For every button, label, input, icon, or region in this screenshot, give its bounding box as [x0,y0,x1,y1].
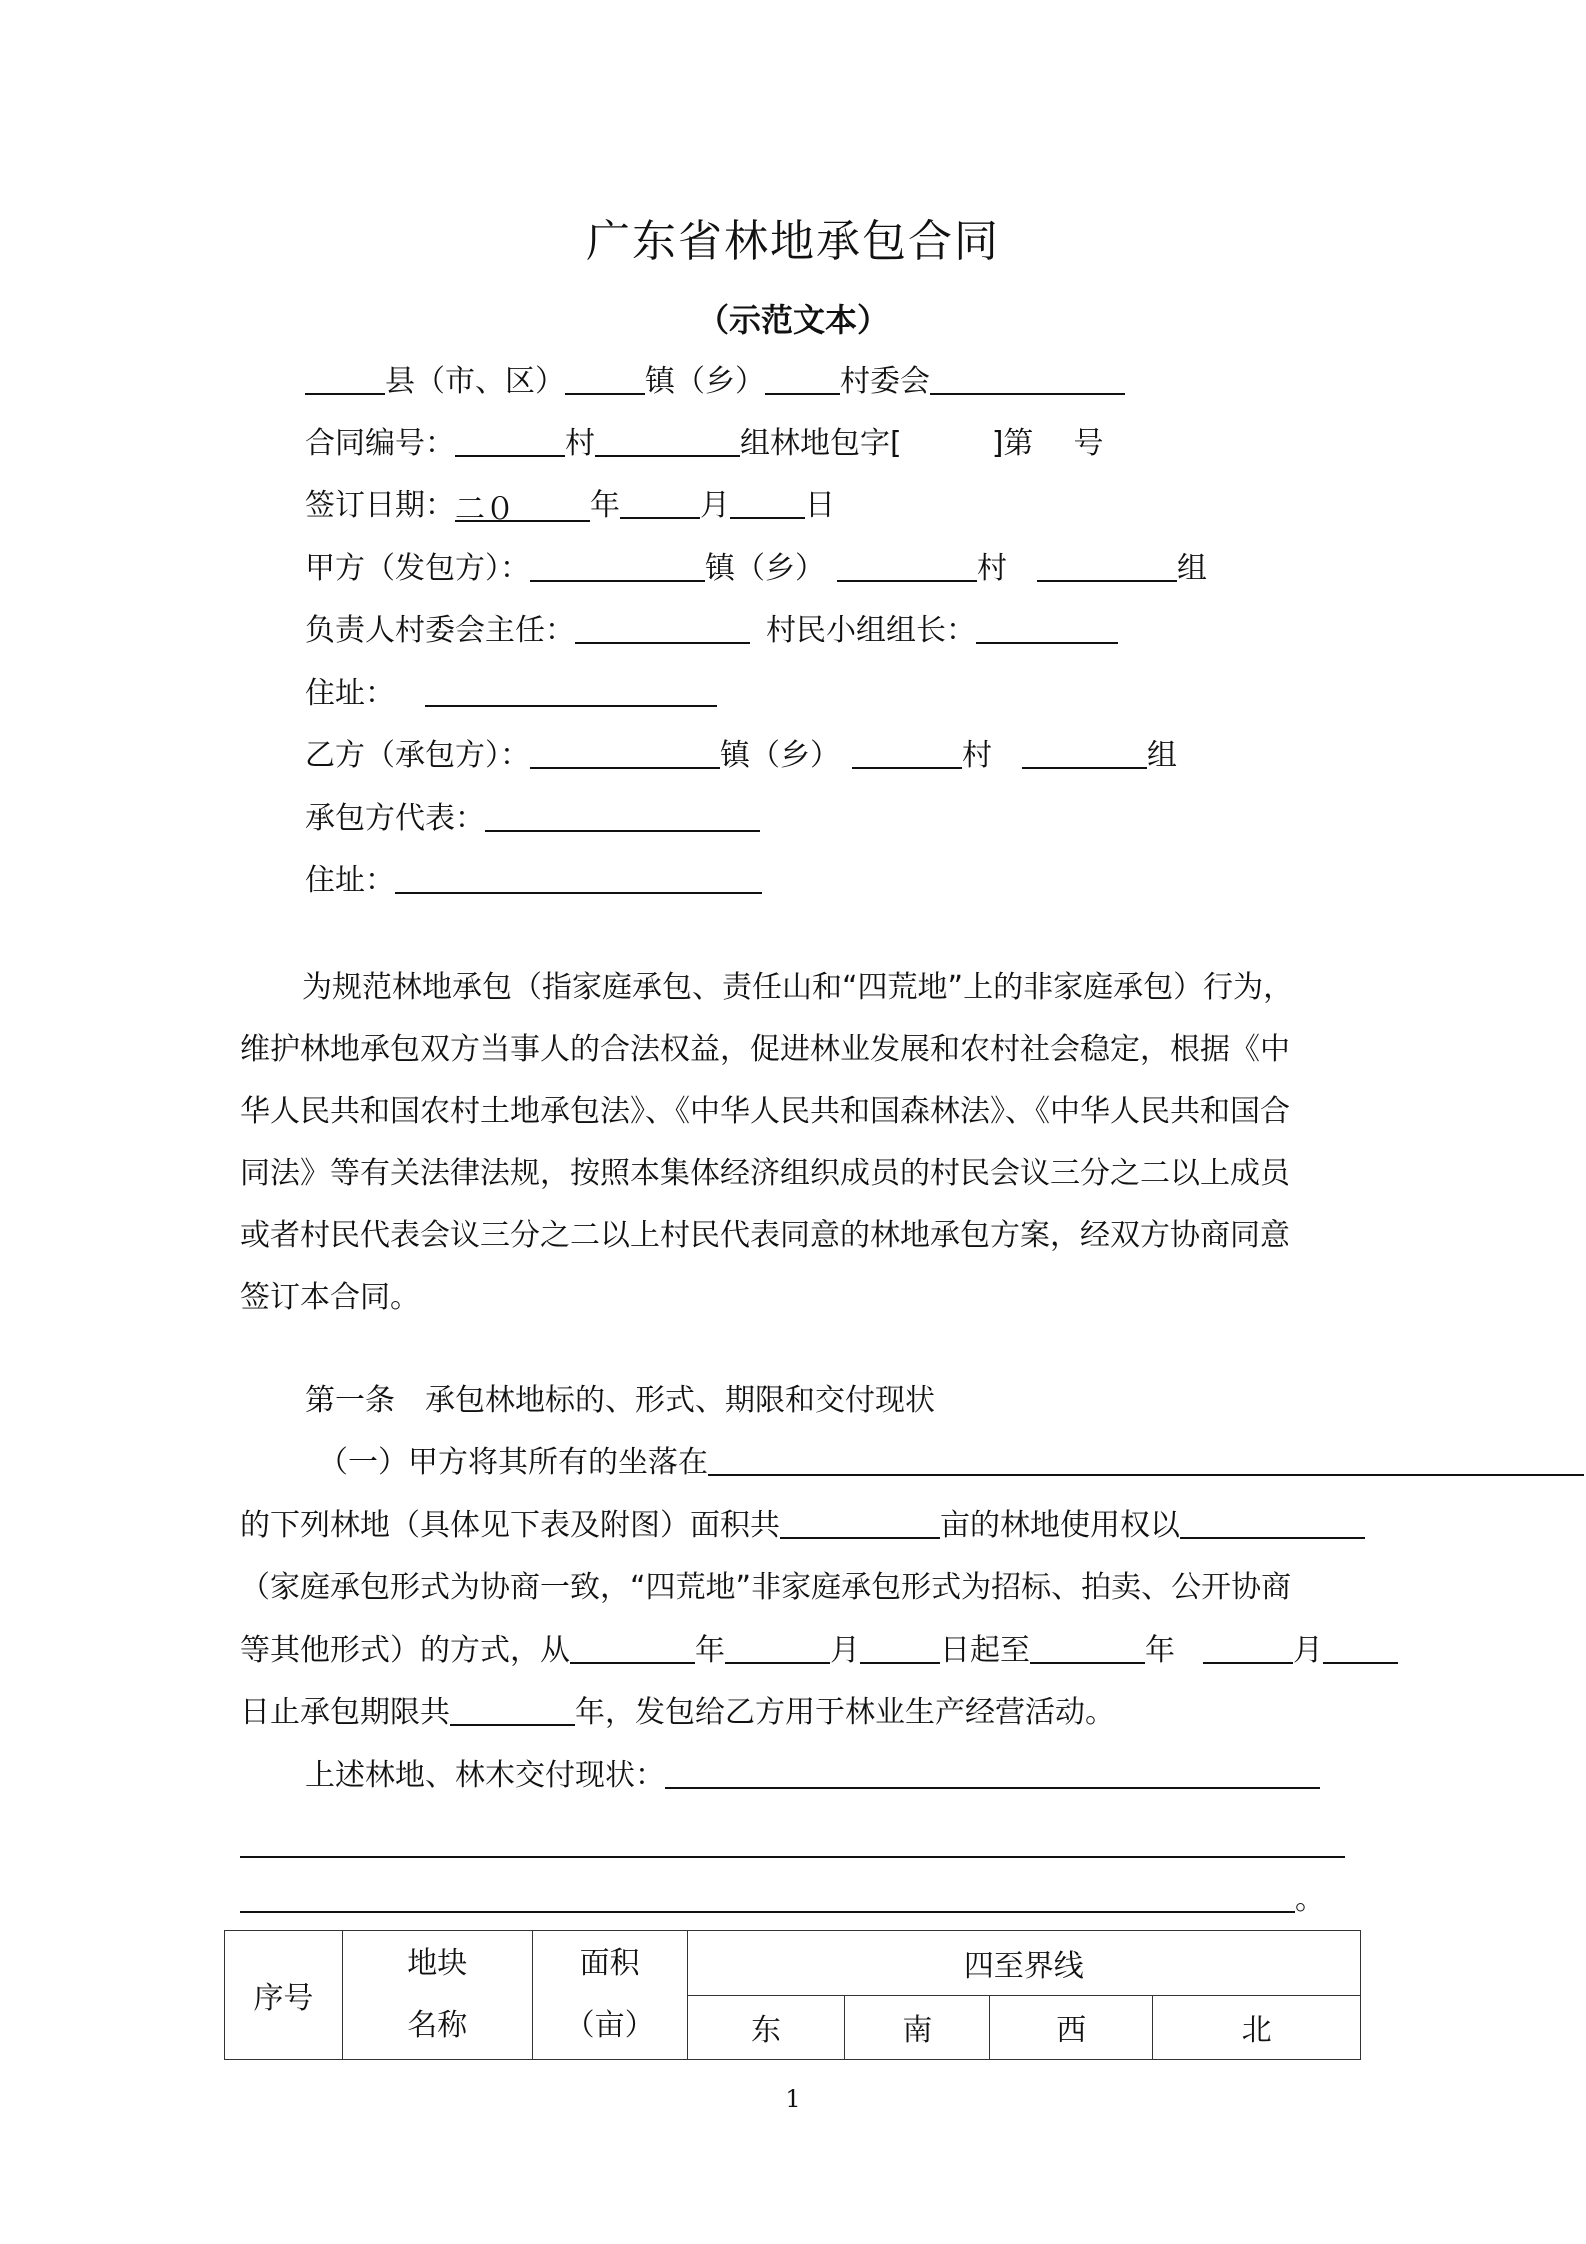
sign-date-day-blank[interactable] [730,487,805,519]
address-a-blank[interactable] [425,675,717,707]
party-b-village-label: 村 [962,738,992,773]
sign-date-year-label: 年 [590,488,620,523]
preamble-line: 维护林地承包双方当事人的合法权益，促进林业发展和农村社会稳定，根据《中 [240,1032,1290,1067]
item1-purpose-label: 年，发包给乙方用于林业生产经营活动。 [575,1695,1115,1730]
header-row-sign-date [305,486,835,526]
village-committee-blank[interactable] [765,363,840,395]
delivery-status-line-3 [240,1880,1325,1920]
table-header-boundaries: 四至界线 [687,1931,1360,1996]
party-b-group-label: 组 [1147,738,1177,773]
party-b-group-blank[interactable] [1022,737,1147,769]
item1-area-label: 的下列林地（具体见下表及附图）面积共 [240,1508,780,1543]
sign-date-day-label: 日 [805,488,835,523]
party-b-label: 乙方（承包方）： [305,738,530,773]
committee-name-blank[interactable] [930,363,1125,395]
article-1-item-1-line-d [240,1631,1398,1671]
delivery-status-line [305,1756,1320,1796]
delivery-status-label: 上述林地、林木交付现状： [305,1758,665,1793]
from-year-blank[interactable] [570,1632,695,1664]
item1-location-label: （一）甲方将其所有的坐落在 [318,1445,708,1480]
from-month-label: 月 [830,1633,860,1668]
table-header-south: 南 [845,1995,990,2060]
delivery-status-blank-line-3[interactable] [240,1881,1295,1913]
party-a-village-blank[interactable] [837,550,977,582]
table-header-plot [342,1931,532,2060]
group-leader-label: 村民小组组长： [766,613,976,648]
table-header-plot-line-2: 名称 [407,2008,468,2043]
article-1-item-1-line-c: （家庭承包形式为协商一致，“四荒地”非家庭承包形式为招标、拍卖、公开协商 [240,1570,1292,1605]
article-1-item-1-line-b [240,1506,1365,1546]
table-header-north: 北 [1153,1995,1361,2060]
party-b-town-blank[interactable] [530,737,720,769]
page-title: 广东省林地承包合同 [586,216,1000,267]
item1-term-label: 日止承包期限共 [240,1695,450,1730]
table-header-plot-line-1: 地块 [407,1946,468,1981]
land-plot-table [224,1930,1361,2060]
contract-no-village-label: 村 [565,426,595,461]
county-label: 县（市、区） [385,364,565,399]
preamble-line: 华人民共和国农村土地承包法》、《中华人民共和国森林法》、《中华人民共和国合 [240,1094,1290,1129]
from-day-label: 日起至 [940,1633,1030,1668]
term-years-blank[interactable] [450,1694,575,1726]
area-blank[interactable] [780,1507,940,1539]
article-1-heading: 第一条 承包林地标的、形式、期限和交付现状 [305,1383,935,1418]
party-b-village-blank[interactable] [852,737,962,769]
header-row-contract-no [305,424,1103,464]
header-row-party-b [305,736,1177,776]
from-day-blank[interactable] [860,1632,940,1664]
leader-label: 负责人村委会主任： [305,613,575,648]
party-b-town-label: 镇（乡） [720,738,840,773]
party-a-village-label: 村 [977,551,1007,586]
town-label: 镇（乡） [645,364,765,399]
group-leader-blank[interactable] [976,612,1118,644]
party-a-label: 甲方（发包方）： [305,551,530,586]
village-committee-label: 村委会 [840,364,930,399]
address-b-blank[interactable] [395,862,762,894]
contract-no-suffix: 号 [1073,426,1104,461]
to-year-label: 年 [1145,1633,1175,1668]
table-header-area-line-1: 面积 [579,1946,640,1981]
item1-method-label: 亩的林地使用权以 [940,1508,1180,1543]
to-month-blank[interactable] [1203,1632,1293,1664]
header-row-party-a [305,549,1207,589]
party-a-group-blank[interactable] [1037,550,1177,582]
party-a-group-label: 组 [1177,551,1207,586]
sign-date-prefix: 二０ [455,492,515,527]
method-blank[interactable] [1180,1507,1365,1539]
contract-no-group-blank[interactable] [595,425,740,457]
from-month-blank[interactable] [725,1632,830,1664]
preamble-line: 为规范林地承包（指家庭承包、责任山和“四荒地”上的非家庭承包）行为， [302,970,1294,1005]
party-a-town-blank[interactable] [530,550,705,582]
header-row-address-a [305,674,717,714]
table-header-area-line-2: （亩） [564,2008,655,2043]
address-a-label: 住址： [305,676,395,711]
header-row-location [305,362,1125,402]
table-header-east: 东 [687,1995,845,2060]
header-row-leader [305,611,1118,651]
delivery-status-blank-line-2[interactable] [240,1856,1345,1858]
preamble-line: 或者村民代表会议三分之二以上村民代表同意的林地承包方案，经双方协商同意 [240,1218,1290,1253]
header-row-address-b [305,861,762,901]
rep-label: 承包方代表： [305,801,485,836]
table-header-no: 序号 [225,1931,343,2060]
to-year-blank[interactable] [1030,1632,1145,1664]
sign-date-year-blank[interactable] [455,490,590,527]
sign-date-label: 签订日期： [305,488,455,523]
address-b-label: 住址： [305,863,395,898]
location-blank[interactable] [708,1444,1584,1476]
header-row-rep [305,799,760,839]
rep-blank[interactable] [485,800,760,832]
town-blank[interactable] [565,363,645,395]
page-subtitle: （示范文本） [696,301,889,339]
sign-date-month-label: 月 [700,488,730,523]
table-header-area [532,1931,687,2060]
to-day-blank[interactable] [1323,1632,1398,1664]
delivery-status-blank[interactable] [665,1757,1320,1789]
contract-no-label: 合同编号： [305,426,455,461]
leader-blank[interactable] [575,612,750,644]
table-header-west: 西 [990,1995,1153,2060]
delivery-status-period: 。 [1295,1882,1325,1917]
sign-date-month-blank[interactable] [620,487,700,519]
item1-from-label: 等其他形式）的方式，从 [240,1633,570,1668]
party-a-town-label: 镇（乡） [705,551,825,586]
preamble-paragraph [240,957,1350,1329]
from-year-label: 年 [695,1633,725,1668]
to-month-label: 月 [1293,1633,1323,1668]
contract-no-village-blank[interactable] [455,425,565,457]
contract-no-group-label: 组林地包字[ [740,426,902,461]
article-1-item-1-line-a [318,1443,1584,1483]
county-blank[interactable] [305,363,385,395]
article-1-item-1-line-e [240,1693,1115,1733]
preamble-line: 同法》等有关法律法规，按照本集体经济组织成员的村民会议三分之二以上成员 [240,1156,1290,1191]
preamble-line: 签订本合同。 [240,1280,420,1315]
contract-no-bracket-label: ]第 [991,426,1034,461]
page-number: 1 [785,2085,801,2113]
